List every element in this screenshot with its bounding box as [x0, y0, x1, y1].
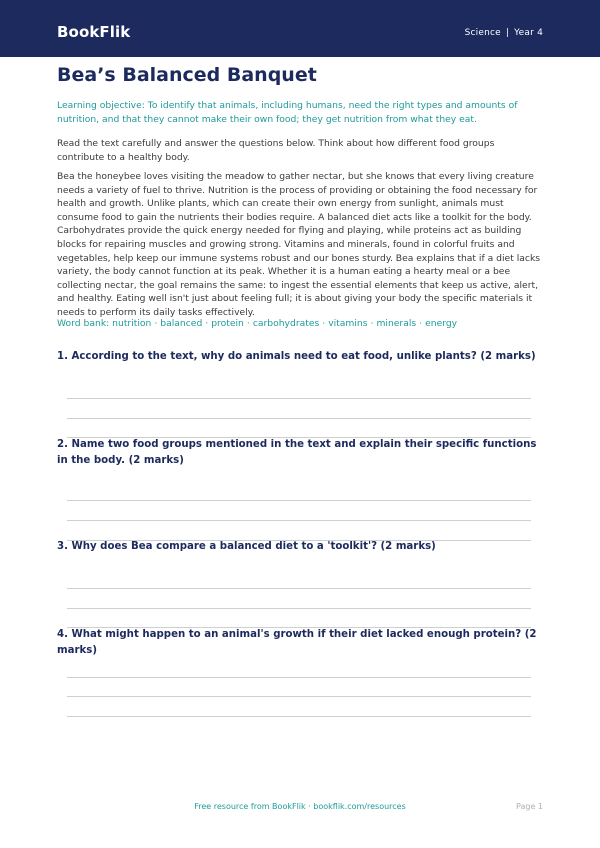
- word-bank-separator: ·: [419, 318, 423, 329]
- word-bank-word: carbohydrates: [252, 318, 320, 329]
- answer-line[interactable]: [67, 696, 531, 697]
- question-3: 3. Why does Bea compare a balanced diet to a 'toolkit'? (2 marks): [57, 541, 436, 552]
- question-2: 2. Name two food groups mentioned in the text and explain their specific functions in the body. (2 marks): [57, 439, 537, 466]
- answer-line[interactable]: [67, 500, 531, 501]
- page-title: Bea’s Balanced Banquet: [57, 64, 317, 86]
- page-header: [0, 0, 600, 57]
- answer-line[interactable]: [67, 418, 531, 419]
- word-bank-word: protein: [211, 318, 244, 329]
- year-label: Year 4: [514, 28, 543, 38]
- word-bank-word: minerals: [376, 318, 417, 329]
- word-bank-word: nutrition: [112, 318, 152, 329]
- question-4: 4. What might happen to an animal's growth if their diet lacked enough protein? (2 marks): [57, 629, 537, 656]
- answer-line[interactable]: [67, 608, 531, 609]
- word-bank-separator: ·: [246, 318, 250, 329]
- word-bank-word: energy: [425, 318, 458, 329]
- word-bank-word: balanced: [160, 318, 203, 329]
- instructions: Read the text carefully and answer the questions below. Think about how different food groups contribute to a healthy body.: [57, 138, 495, 163]
- reading-passage: Bea the honeybee loves visiting the meadow to gather nectar, but she knows that every living creature needs a variety of fuel to thrive. Nutrition is the process of providing or obtaining the food necessary for health and growth. Unlike plants, which can create their own energy from sunlight, animals must consume food to gain the nutrients their bodies require. A balanced diet acts like a toolkit for the body. Carbohydrates provide the quick energy needed for flying and playing, while proteins act as building blocks for repairing muscles and growing strong. Vitamins and minerals, found in colorful fruits and vegetables, help keep our immune systems robust and our bones sturdy. Bea explains that if a diet lacks variety, the body cannot function at its peak. Whether it is a human eating a hearty meal or a bee collecting nectar, the goal remains the same: to ingest the essential elements that keep us active, alert, and healthy. Eating well isn't just about feeling full; it is about giving your body the specific materials it needs to perform its daily tasks effectively.: [57, 171, 541, 318]
- answer-line[interactable]: [67, 677, 531, 678]
- brand-logo: BookFlik: [57, 23, 131, 41]
- answer-line[interactable]: [67, 398, 531, 399]
- answer-line[interactable]: [67, 520, 531, 521]
- word-bank-word: vitamins: [328, 318, 368, 329]
- word-bank: [57, 318, 543, 329]
- word-bank-label: Word bank:: [57, 318, 110, 329]
- word-bank-separator: ·: [154, 318, 158, 329]
- learning-objective: Learning objective: To identify that animals, including humans, need the right types and amounts of nutrition, and that they cannot make their own food; they get nutrition from what they eat.: [57, 100, 518, 125]
- word-bank-separator: ·: [322, 318, 326, 329]
- answer-line[interactable]: [67, 716, 531, 717]
- word-bank-separator: ·: [370, 318, 374, 329]
- subject-label: Science: [464, 28, 501, 38]
- header-separator: |: [505, 28, 510, 38]
- header-meta: [465, 28, 543, 38]
- question-1: 1. According to the text, why do animals need to eat food, unlike plants? (2 marks): [57, 351, 536, 362]
- word-bank-separator: ·: [205, 318, 209, 329]
- answer-line[interactable]: [67, 588, 531, 589]
- footer-link[interactable]: Free resource from BookFlik · bookflik.com/resources: [194, 802, 406, 811]
- page-number: Page 1: [516, 802, 543, 811]
